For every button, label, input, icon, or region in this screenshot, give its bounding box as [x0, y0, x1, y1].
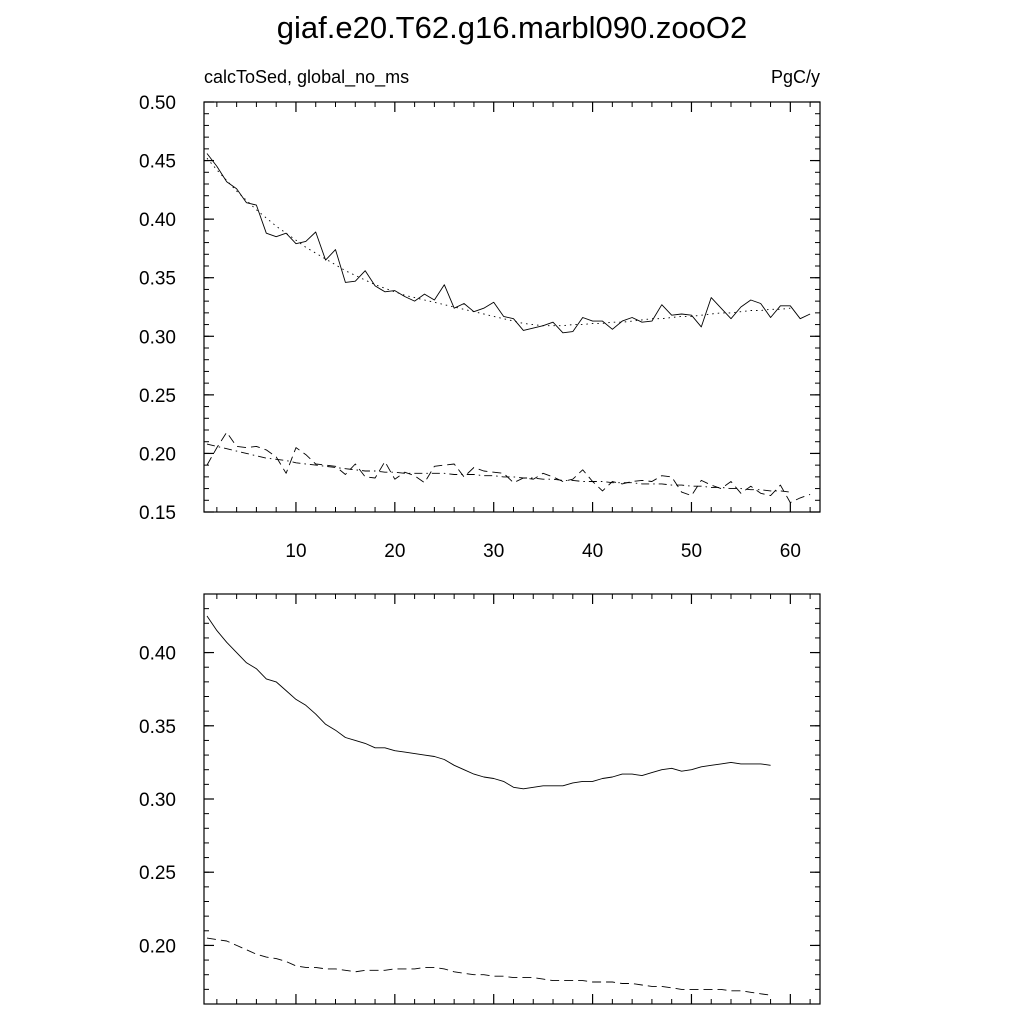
top-x-tick-label: 40: [582, 541, 604, 562]
top-x-tick-label: 20: [384, 541, 406, 562]
top-x-tick-label: 10: [285, 541, 307, 562]
top-y-tick-label: 0.50: [139, 93, 176, 114]
top-y-tick-label: 0.40: [139, 210, 176, 232]
top-y-tick-label: 0.30: [139, 327, 176, 349]
top-y-tick-label: 0.45: [139, 151, 176, 173]
bottom-y-tick-label: 0.25: [139, 863, 176, 885]
top-y-tick-label: 0.25: [139, 385, 176, 407]
figure-title: giaf.e20.T62.g16.marbl090.zooO2: [276, 10, 748, 45]
top-y-tick-label: 0.15: [139, 503, 176, 524]
top-panel-units-label: PgC/y: [770, 67, 820, 87]
bottom-y-tick-label: 0.40: [139, 643, 176, 665]
bottom-y-tick-label: 0.30: [139, 790, 176, 811]
top-x-tick-label: 60: [779, 541, 801, 562]
bottom-y-tick-label: 0.35: [139, 716, 176, 738]
top-y-tick-label: 0.35: [139, 268, 176, 290]
top-y-tick-label: 0.20: [139, 444, 176, 466]
top-x-tick-label: 30: [483, 541, 505, 562]
top-panel-variable-label: calcToSed, global_no_ms: [204, 67, 410, 87]
top-x-tick-label: 50: [680, 541, 703, 562]
bottom-y-tick-label: 0.20: [139, 936, 176, 958]
